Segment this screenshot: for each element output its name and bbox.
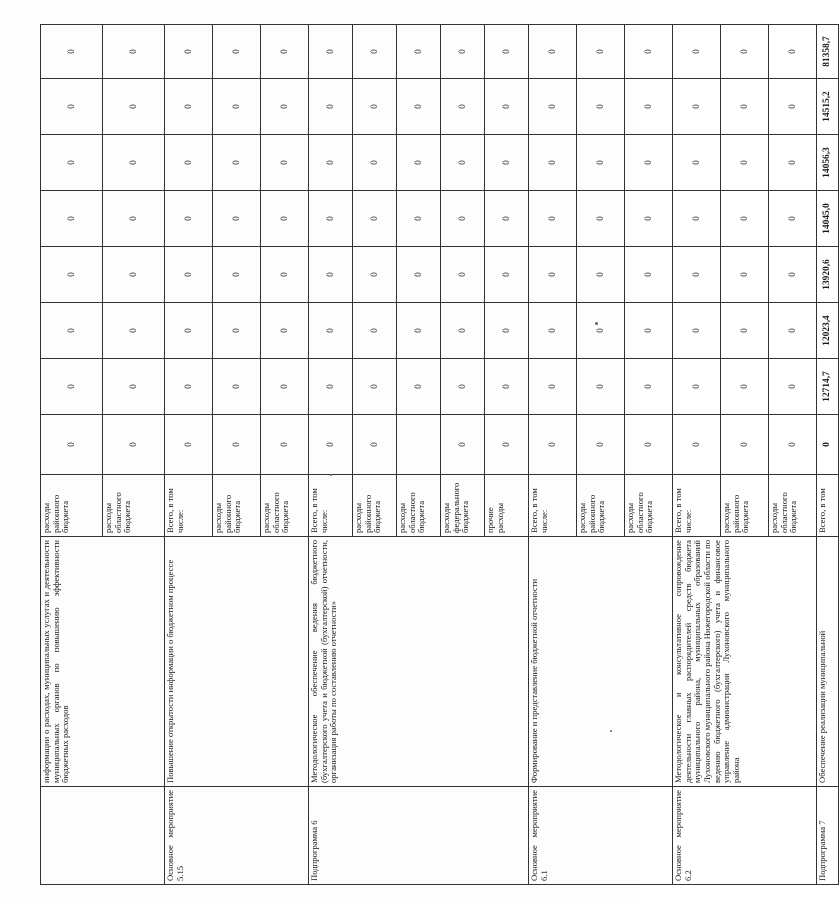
funding-source-cell: Всего, в том числе:	[309, 475, 353, 537]
amount-cell: 0	[769, 303, 817, 359]
amount-cell: 0	[625, 79, 673, 135]
amount-cell: 0	[673, 303, 721, 359]
amount-cell: 0	[41, 359, 103, 415]
amount-cell: 0	[485, 135, 529, 191]
amount-cell: 0	[353, 191, 397, 247]
amount-cell: 0	[165, 359, 213, 415]
amount-cell: 12023,4	[817, 303, 839, 359]
funding-source-cell: расходы областного бюджета	[103, 475, 165, 537]
amount-cell: 0	[673, 247, 721, 303]
amount-cell: 0	[165, 191, 213, 247]
amount-cell: 0	[529, 303, 577, 359]
funding-source-cell: расходы районного бюджета	[721, 475, 769, 537]
table-row	[41, 25, 103, 885]
funding-source-cell: расходы районного бюджета	[213, 475, 261, 537]
amount-cell: 0	[485, 303, 529, 359]
table-row	[309, 25, 353, 885]
funding-source-cell: расходы областного бюджета	[769, 475, 817, 537]
amount-cell: 0	[485, 25, 529, 79]
amount-cell: 0	[213, 359, 261, 415]
amount-cell: 0	[769, 247, 817, 303]
budget-table	[40, 24, 839, 885]
amount-cell: 0	[213, 135, 261, 191]
amount-cell: 13920,6	[817, 247, 839, 303]
funding-source-cell: расходы районного бюджета	[41, 475, 103, 537]
amount-cell: 0	[309, 191, 353, 247]
funding-source-cell: расходы районного бюджета	[577, 475, 625, 537]
amount-cell: 0	[213, 25, 261, 79]
amount-cell: 0	[441, 415, 485, 475]
program-code-cell: Основное мероприятие 6.2	[673, 787, 817, 885]
amount-cell: 0	[673, 415, 721, 475]
amount-cell: 0	[441, 135, 485, 191]
program-name-cell: Методологическое и консультативное сопровождение деятельности главных распорядителей средств бюджета муниципального района, муниципальных образований Лухоновского муниципального района Нижегородской области по ведению бюджетного (бухгалтерского) учета и финансовое управление администрации Лухоновского муниципального района	[673, 537, 817, 787]
amount-cell: 0	[577, 135, 625, 191]
scan-speck	[595, 322, 598, 325]
amount-cell: 0	[353, 135, 397, 191]
amount-cell: 0	[261, 25, 309, 79]
amount-cell: 0	[625, 191, 673, 247]
amount-cell: 0	[41, 79, 103, 135]
amount-cell: 0	[103, 135, 165, 191]
table-row	[817, 25, 839, 885]
amount-cell: 0	[769, 135, 817, 191]
amount-cell: 0	[721, 79, 769, 135]
funding-source-cell: расходы федерального бюджета	[441, 475, 485, 537]
amount-cell: 0	[397, 359, 441, 415]
amount-cell: 0	[485, 359, 529, 415]
amount-cell: 0	[625, 359, 673, 415]
amount-cell: 0	[213, 415, 261, 475]
amount-cell: 0	[625, 415, 673, 475]
amount-cell: 0	[103, 25, 165, 79]
amount-cell: 0	[529, 191, 577, 247]
amount-cell: 0	[397, 191, 441, 247]
table-body	[41, 25, 839, 885]
funding-source-cell: Всего, в том числе:	[673, 475, 721, 537]
amount-cell: 0	[213, 247, 261, 303]
amount-cell: 0	[769, 191, 817, 247]
amount-cell: 0	[353, 25, 397, 79]
program-name-cell: информации о расходах, муниципальных услугах и деятельности муниципальных органов по повышению эффективности бюджетных расходов	[41, 537, 165, 787]
amount-cell: 0	[103, 303, 165, 359]
amount-cell: 0	[353, 359, 397, 415]
amount-cell: 0	[165, 303, 213, 359]
amount-cell: 0	[213, 79, 261, 135]
program-code-cell: Подпрограмма 7	[817, 787, 839, 885]
amount-cell: 0	[721, 415, 769, 475]
amount-cell: 0	[309, 79, 353, 135]
amount-cell: 0	[41, 25, 103, 79]
amount-cell: 0	[353, 247, 397, 303]
amount-cell: 0	[261, 247, 309, 303]
amount-cell: 0	[103, 79, 165, 135]
amount-cell: 0	[103, 191, 165, 247]
program-code-cell: Основное мероприятие 5.15	[165, 787, 309, 885]
amount-cell: 0	[353, 79, 397, 135]
amount-cell: 0	[103, 359, 165, 415]
amount-cell: 0	[529, 359, 577, 415]
amount-cell: 0	[103, 247, 165, 303]
amount-cell: 12714,7	[817, 359, 839, 415]
program-name-cell: Формирование и представление бюджетной отчетности	[529, 537, 673, 787]
amount-cell: 0	[485, 191, 529, 247]
amount-cell: 0	[397, 135, 441, 191]
amount-cell: 0	[577, 25, 625, 79]
amount-cell: 0	[309, 247, 353, 303]
amount-cell: 0	[41, 247, 103, 303]
amount-cell: 0	[673, 135, 721, 191]
amount-cell: 0	[213, 191, 261, 247]
amount-cell: 0	[165, 79, 213, 135]
funding-source-cell: расходы районного бюджета	[353, 475, 397, 537]
amount-cell: 0	[441, 359, 485, 415]
funding-source-cell: Всего, в том числе:	[165, 475, 213, 537]
amount-cell: 0	[261, 135, 309, 191]
amount-cell: 0	[261, 359, 309, 415]
program-name-cell: Методологическое обеспечение ведения бюджетного (бухгалтерского учета и бюджетной (бухгалтерской) отчетности, организация работы по составлению отчетности»	[309, 537, 529, 787]
funding-source-cell: прочие расходы	[485, 475, 529, 537]
funding-source-cell: Всего, в том числе:	[529, 475, 577, 537]
amount-cell: 0	[485, 79, 529, 135]
amount-cell: 0	[625, 303, 673, 359]
amount-cell: 0	[625, 247, 673, 303]
amount-cell: 0	[441, 79, 485, 135]
amount-cell: 14045,0	[817, 191, 839, 247]
amount-cell: 0	[673, 79, 721, 135]
program-code-cell: Основное мероприятие 6.1	[529, 787, 673, 885]
amount-cell: 0	[577, 415, 625, 475]
program-name-cell: Обеспечение реализации муниципальной	[817, 537, 839, 787]
program-name-cell: Повышение открытости информации о бюджетном процессе	[165, 537, 309, 787]
amount-cell: 0	[817, 415, 839, 475]
amount-cell: 0	[397, 79, 441, 135]
amount-cell: 0	[721, 303, 769, 359]
amount-cell: 81358,7	[817, 25, 839, 79]
amount-cell: 0	[261, 415, 309, 475]
amount-cell: 14056,3	[817, 135, 839, 191]
amount-cell: 0	[397, 303, 441, 359]
rotated-table-container	[40, 25, 833, 885]
amount-cell: 0	[309, 303, 353, 359]
amount-cell: 0	[485, 247, 529, 303]
amount-cell: 0	[441, 191, 485, 247]
amount-cell	[397, 415, 441, 475]
table-row	[529, 25, 577, 885]
amount-cell: 0	[721, 135, 769, 191]
funding-source-cell: расходы областного бюджета	[625, 475, 673, 537]
amount-cell: 0	[41, 191, 103, 247]
amount-cell: 0	[261, 79, 309, 135]
amount-cell: 0	[41, 303, 103, 359]
program-code-cell	[41, 787, 165, 885]
amount-cell: 0	[103, 415, 165, 475]
amount-cell: 0	[577, 79, 625, 135]
amount-cell: 0	[769, 25, 817, 79]
amount-cell: 0	[577, 191, 625, 247]
amount-cell: 0	[577, 359, 625, 415]
amount-cell: 0	[673, 25, 721, 79]
amount-cell: 0	[721, 247, 769, 303]
funding-source-cell: расходы областного бюджета	[261, 475, 309, 537]
amount-cell: 0	[165, 415, 213, 475]
amount-cell: 0	[165, 135, 213, 191]
amount-cell: 0	[577, 247, 625, 303]
amount-cell: 0	[769, 415, 817, 475]
amount-cell: 0	[261, 303, 309, 359]
amount-cell: 0	[441, 303, 485, 359]
table-row	[673, 25, 721, 885]
amount-cell: 0	[309, 25, 353, 79]
amount-cell: 0	[397, 247, 441, 303]
amount-cell: 0	[309, 135, 353, 191]
amount-cell: 0	[261, 191, 309, 247]
amount-cell: 0	[213, 303, 261, 359]
amount-cell: 0	[529, 25, 577, 79]
amount-cell: 0	[529, 135, 577, 191]
amount-cell: 0	[721, 359, 769, 415]
amount-cell: 0	[485, 415, 529, 475]
amount-cell: 0	[441, 25, 485, 79]
amount-cell: 0	[165, 247, 213, 303]
amount-cell: 0	[769, 79, 817, 135]
amount-cell: 0	[397, 25, 441, 79]
scan-speck	[330, 474, 332, 476]
amount-cell: 0	[441, 247, 485, 303]
table-row	[165, 25, 213, 885]
amount-cell: 0	[529, 247, 577, 303]
amount-cell: 0	[309, 359, 353, 415]
amount-cell: 0	[41, 415, 103, 475]
amount-cell: 0	[625, 25, 673, 79]
amount-cell: 0	[529, 415, 577, 475]
amount-cell: 0	[353, 415, 397, 475]
amount-cell: 0	[721, 191, 769, 247]
amount-cell: 14515,2	[817, 79, 839, 135]
amount-cell: 0	[41, 135, 103, 191]
amount-cell: 0	[721, 25, 769, 79]
amount-cell: 0	[625, 135, 673, 191]
program-code-cell: Подпрограмма 6	[309, 787, 529, 885]
amount-cell: 0	[577, 303, 625, 359]
amount-cell: 0	[673, 191, 721, 247]
scan-speck	[610, 730, 612, 732]
amount-cell: 0	[769, 359, 817, 415]
amount-cell: 0	[165, 25, 213, 79]
amount-cell: 0	[673, 359, 721, 415]
amount-cell: 0	[529, 79, 577, 135]
funding-source-cell: Всего, в том	[817, 475, 839, 537]
amount-cell: 0	[309, 415, 353, 475]
amount-cell: 0	[353, 303, 397, 359]
funding-source-cell: расходы областного бюджета	[397, 475, 441, 537]
